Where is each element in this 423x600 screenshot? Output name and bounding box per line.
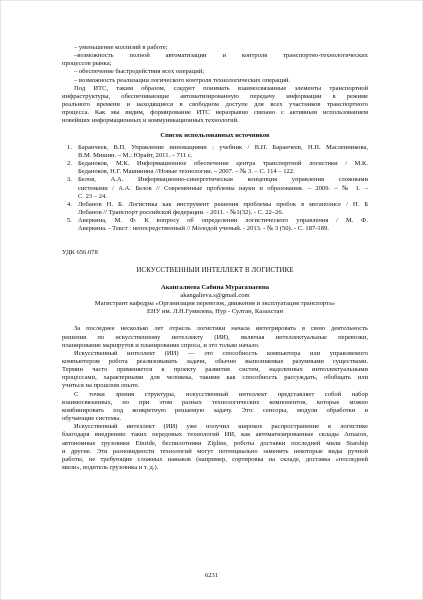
paragraph-its [62,85,368,126]
paragraph-line: Искусственный интеллект (ИИ) уже получил широкое распространение в логистике [74,423,368,431]
affiliation-line: ЕНУ им. Л.Н.Гумилева, Нур - Султан, Казахстан [147,308,283,316]
paragraph-line: учиться на прошлом опыте. [62,382,140,390]
paragraph-line: Термин часто применяется к проекту развития систем, наделенных интеллектуальными [62,366,368,374]
reference-number: 4. [67,200,72,208]
paragraph-line: процессами, характерными для человека, такими как способность рассуждать, обобщать или [62,374,368,382]
reference-item [62,160,368,176]
paragraph-line: планирование маршрутов и планирование спроса, и это только начало. [62,341,260,349]
paragraph-line: компьютером робота реализовывать задачи, обычно выполняемые разумными существами. [62,358,368,365]
intro-line: процессов рынка; [62,60,112,68]
reference-item [62,217,368,233]
author-name: Акангалиева Сабина Мурагазыевна [160,283,270,291]
reference-line: С. 23 – 24. [78,192,107,200]
reference-line: системами / А.А. Белов // Современные проблемы науки и образования. – 2009. – № 1. – [78,184,368,192]
reference-line: Беданоков, М.К. Информационное обеспечение центра транспортной логистики / М.К. [78,160,368,168]
intro-line: –возможность полной автоматизации и контроля транспортно-технологических [74,52,368,60]
reference-number: 5. [67,217,72,225]
article-title: ИСКУССТВЕННЫЙ ИНТЕЛЛЕКТ В ЛОГИСТИКЕ [136,266,294,274]
reference-item [62,144,368,160]
reference-line: Лобанов Н. Б. Логистика как инструмент решения проблемы пробок в мегаполисе / Н. Б [78,200,368,208]
body-paragraph [62,325,368,349]
paragraph-line: инфраструктуры, обеспечивающие автоматизированную передачу информации в режиме [62,92,368,100]
paragraph-line: мили», водитель грузовика и т. д.). [62,464,159,472]
paragraph-line: обучающие системы. [62,415,122,423]
reference-number: 1. [67,143,72,151]
reference-line: Аверкина, М. Ф. К вопросу об определении логистического управления / М. Ф. [78,217,368,225]
paragraph-line: взаимосвязанных, но при этом разных технологических компонентов, которые можно [62,398,368,406]
reference-line: Лобанов // Транспорт российской федерации. - 2011. - №1(32). - С. 22–26. [78,208,284,216]
intro-line: – уменьшение коллизий в работе; [74,44,168,51]
body-paragraph [62,391,368,424]
paragraph-line: Искусственный интеллект (ИИ) — это способность компьютера или управляемого [74,349,368,357]
paragraph-line: С точки зрения структуры, искусственный интеллект представляет собой набор [74,390,368,398]
reference-line: Беданоков, Н.Г. Машинина //Новые технологии. – 2007. – № 3. – С. 114 – 122. [78,168,295,176]
body-paragraph [62,423,368,472]
reference-line: Баранчеев, В.П. Управление инновациями : учебник / В.П. Баранчеев, Н.П. Масленникова, [78,143,368,151]
reference-line: Аверкина. - Текст : непосредственный // Молодой ученый. - 2013. - № 3 (50). - С. 187-189. [78,225,329,233]
author-email[interactable]: akangalieva.s@gmail.com [180,291,250,299]
reference-number: 3. [67,176,72,184]
intro-list [62,44,368,85]
affiliation-line: Магистрант кафедры «Организация перевозок, движения и эксплуатация транспорта» [94,300,336,308]
paragraph-line: работы, не требующие сложных навыков (например, сортировка на складе, доставка «последней [62,455,368,463]
references-title: Список использованных источников [160,131,270,139]
paragraph-line: новейших информационных и коммуникационных технологий. [62,117,239,125]
paragraph-line: Под ИТС, таким образом, следует понимать взаимосвязанные элементы транспортной [74,84,368,92]
intro-line: – обеспечение быстродействия всех операций; [74,68,205,76]
body-paragraph [62,350,368,391]
paragraph-line: благодаря внедрению таких передовых технологий ИИ, как автоматизированные склады Amazon, [62,431,368,439]
reference-line: В.М. Мишин. – М.: Юрайт, 2011. – 711 с. [78,151,193,159]
paragraph-line: За последнее несколько лет отрасль логистики начала интегрировать в свою деятельность [74,325,368,333]
paragraph-line: автономные грузовики Einride, беспилотники Zipline, роботы доставки последней мили Starship [62,439,368,447]
page-number: 6231 [204,572,219,579]
paragraph-line: решения по искусственному интеллекту (ИИ), включая интеллектуальные перевозки, [62,333,368,341]
reference-item [62,176,368,200]
intro-line: – возможность реализации логического контроля технологических операций. [74,76,291,84]
references-list [62,144,368,234]
paragraph-line: процесса. Как мы видим, формирование ИТС неразрывно связано с активным использованием [62,109,368,117]
paragraph-line: комбинировать под конкретную решаемую задачу. Это: сенсоры, модули обработки и [62,406,368,414]
reference-item [62,201,368,217]
paragraph-line: и другие. Эти разновидности технологий могут потенциально заменить некоторые виды ручной [62,447,368,455]
reference-line: Белов, А.А. Информационно-синергетическая концепция управления сложными [78,176,368,184]
paragraph-line: реального времени и находящиеся в свободном доступе для всех участников транспортного [62,101,368,109]
reference-number: 2. [67,160,72,168]
udc-code: УДК 656.078 [62,249,98,257]
